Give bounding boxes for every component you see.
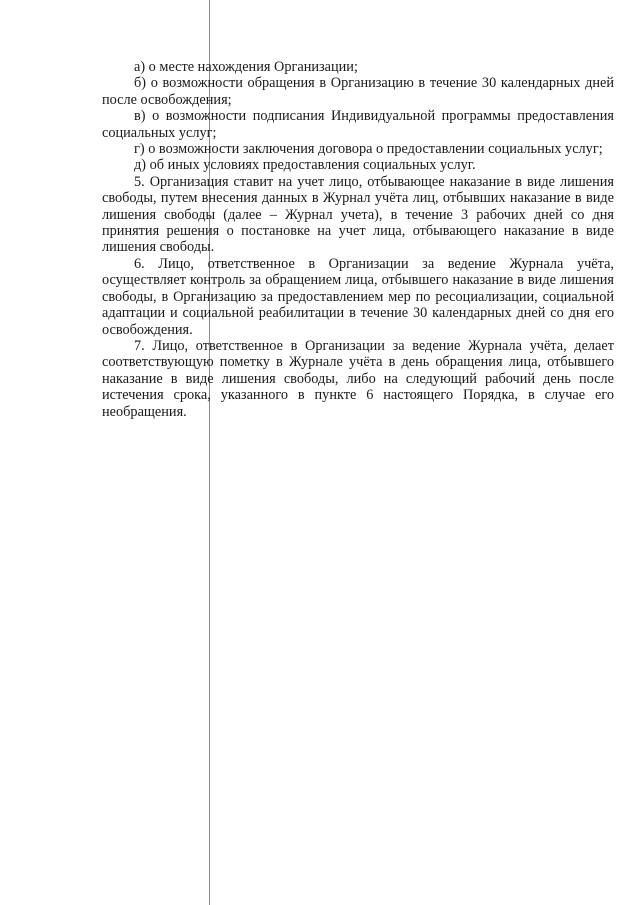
paragraph-v: в) о возможности подписания Индивидуальной программы предоставления социальных услуг; [102,108,614,141]
document-body [102,59,614,420]
paragraph-b: б) о возможности обращения в Организацию в течение 30 календарных дней после освобождения; [102,75,614,108]
paragraph-5: 5. Организация ставит на учет лицо, отбывающее наказание в виде лишения свободы, путем внесения данных в Журнал учёта лиц, отбывших наказание в виде лишения свободы (далее – Журнал учета), в течение 3 рабочих дней со дня принятия решения о постановке на учет лица, отбывающего наказание в виде лишения свободы. [102,173,614,256]
paragraph-6: 6. Лицо, ответственное в Организации за ведение Журнала учёта, осуществляет контроль за обращением лица, отбывшего наказание в виде лишения свободы, в Организацию за предоставлением мер по ресоциализации, социальной адаптации и социальной реабилитации в течение 30 календарных дней со дня его освобождения. [102,255,614,338]
paragraph-7: 7. Лицо, ответственное в Организации за ведение Журнала учёта, делает соответствующую пометку в Журнале учёта в день обращения лица, отбывшего наказание в виде лишения свободы, либо на следующий рабочий день после истечения срока, указанного в пункте 6 настоящего Порядка, в случае его необращения. [102,337,614,420]
paragraph-a: а) о месте нахождения Организации; [134,59,358,75]
paragraph-g: г) о возможности заключения договора о предоставлении социальных услуг; [134,141,603,158]
paragraph-d: д) об иных условиях предоставления социальных услуг. [134,157,476,174]
